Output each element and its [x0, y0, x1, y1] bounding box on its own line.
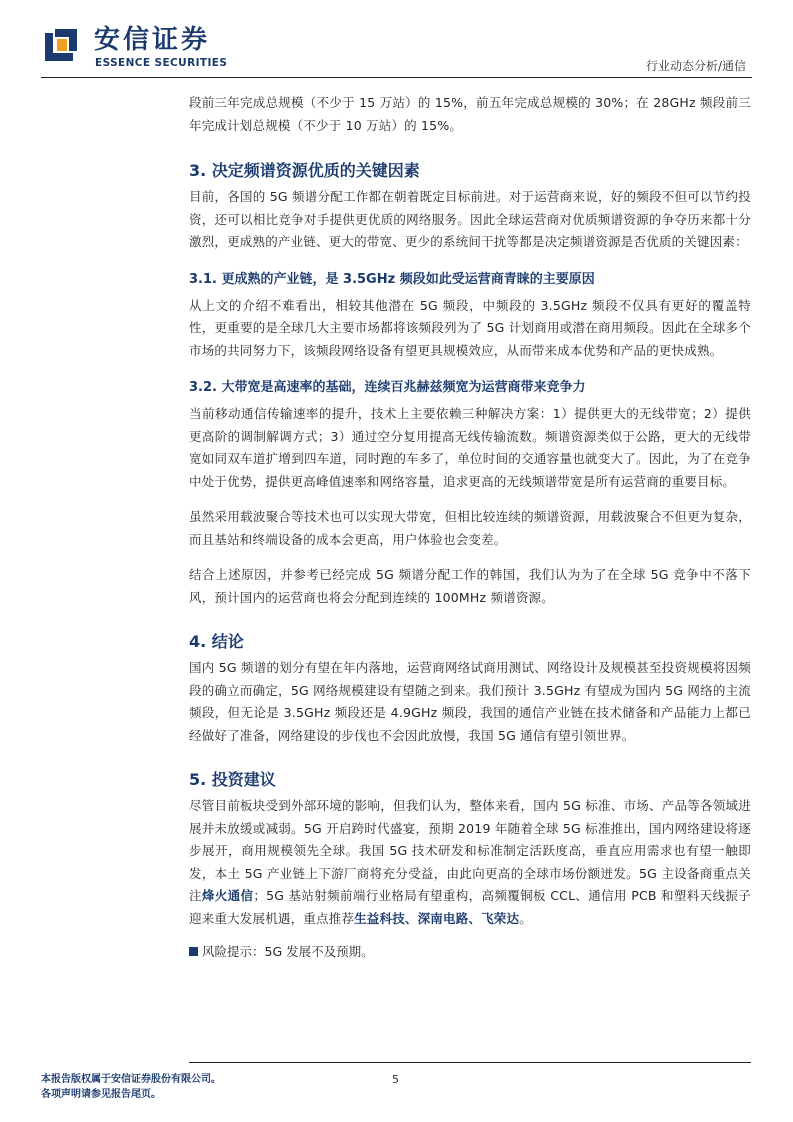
section-5-text-b: ；5G 基站射频前端行业格局有望重构，高频覆铜板 CCL、通信用 PCB 和塑料天线振子迎来重大发展机遇，重点推荐 — [189, 888, 751, 926]
highlight-recommended-companies: 生益科技、深南电路、飞荣达 — [354, 910, 520, 926]
section-5-body — [189, 795, 751, 930]
page-header — [0, 0, 793, 80]
header-divider — [41, 77, 752, 78]
intro-paragraph: 段前三年完成总规模（不少于 15 万站）的 15%，前五年完成总规模的 30%；在 28GHz 频段前三年完成计划总规模（不少于 10 万站）的 15%。 — [189, 95, 751, 133]
document-category: 行业动态分析/通信 — [645, 59, 746, 73]
bullet-square-icon — [189, 947, 198, 956]
copyright-line-2: 各项声明请参见报告尾页。 — [41, 1089, 161, 1100]
risk-warning — [189, 942, 751, 962]
section-5-text-c: 。 — [519, 910, 532, 926]
copyright-line-1: 本报告版权属于安信证券股份有限公司。 — [41, 1074, 221, 1085]
logo-english-name: ESSENCE SECURITIES — [95, 57, 228, 69]
section-4-body: 国内 5G 频谱的划分有望在年内落地，运营商网络试商用测试、网络设计及规模甚至投资规模将因频段的确立而确定，5G 网络规模建设有望随之到来。我们预计 3.5GHz 有望成为国内 5G 网络的主流频段，但无论是 3.5GHz 频段还是 4.9GHz 频段，我国的通信产业链在技术储备和产品能力上都已经做好了准备，网络建设的步伐也不会因此放慢，我国 5G 通信有望引领世界。 — [189, 660, 751, 743]
section-5-title: 5. 投资建议 — [189, 770, 276, 789]
logo-chinese-name: 安信证券 — [94, 25, 211, 55]
page-number: 5 — [392, 1073, 399, 1086]
section-3-1-title: 3.1. 更成熟的产业链，是 3.5GHz 频段如此受运营商青睐的主要原因 — [189, 271, 595, 287]
section-3-2-body-1: 当前移动通信传输速率的提升，技术上主要依赖三种解决方案：1）提供更大的无线带宽；2）提供更高阶的调制解调方式；3）通过空分复用提高无线传输流数。频谱资源类似于公路，更大的无线带宽如同双车道扩增到四车道，同时跑的车多了，单位时间的交通容量也就变大了。因此，为了在竞争中处于优势，提供更高峰值速率和网络容量，追求更高的无线频谱带宽是所有运营商的重要目标。 — [189, 406, 751, 489]
section-5-text-a: 尽管目前板块受到外部环境的影响，但我们认为，整体来看，国内 5G 标准、市场、产品等各领域进展并未放缓或减弱。5G 开启跨时代盛宴，预期 2019 年随着全球 5G 标准推出，国内网络建设将逐步展开，商用规模领先全球。我国 5G 技术研发和标准制定活跃度高，垂直应用需求也有望一触即发，本土 5G 产业链上下游厂商将充分受益，由此向更高的全球市场份额迸发。5G 主设备商重点关注 — [189, 798, 751, 903]
section-3-2-body-2: 虽然采用载波聚合等技术也可以实现大带宽，但相比较连续的频谱资源，用载波聚合不但更为复杂，而且基站和终端设备的成本会更高，用户体验也会变差。 — [189, 509, 751, 547]
copyright-notice — [41, 1072, 221, 1102]
footer-divider — [189, 1062, 751, 1063]
section-4-title: 4. 结论 — [189, 632, 244, 651]
section-3-1-body: 从上文的介绍不难看出，相较其他潜在 5G 频段，中频段的 3.5GHz 频段不仅具有更好的覆盖特性，更重要的是全球几大主要市场都将该频段列为了 5G 计划商用或潜在商用频段。因此在全球多个市场的共同努力下，该频段网络设备有望更具规模效应，从而带来成本优势和产品的更快成熟。 — [189, 297, 751, 358]
section-3-body: 目前，各国的 5G 频谱分配工作都在朝着既定目标前进。对于运营商来说，好的频段不但可以节约投资，还可以相比竞争对手提供更优质的网络服务。因此全球运营商对优质频谱资源的争夺历来都十分激烈，更成熟的产业链、更大的带宽、更少的系统间干扰等都是决定频谱资源是否优质的关键因素： — [189, 189, 751, 249]
section-3-title: 3. 决定频谱资源优质的关键因素 — [189, 161, 420, 180]
risk-warning-text: 风险提示：5G 发展不及预期。 — [202, 944, 374, 959]
section-3-2-body-3: 结合上述原因，并参考已经完成 5G 频谱分配工作的韩国，我们认为为了在全球 5G 竞争中不落下风，预计国内的运营商也将会分配到连续的 100MHz 频谱资源。 — [189, 567, 751, 605]
essence-logo-icon — [41, 25, 81, 65]
report-body — [189, 92, 751, 962]
section-3-2-title: 3.2. 大带宽是高速率的基础，连续百兆赫兹频宽为运营商带来竞争力 — [189, 380, 586, 395]
highlight-company-fiberhome: 烽火通信 — [201, 888, 254, 903]
